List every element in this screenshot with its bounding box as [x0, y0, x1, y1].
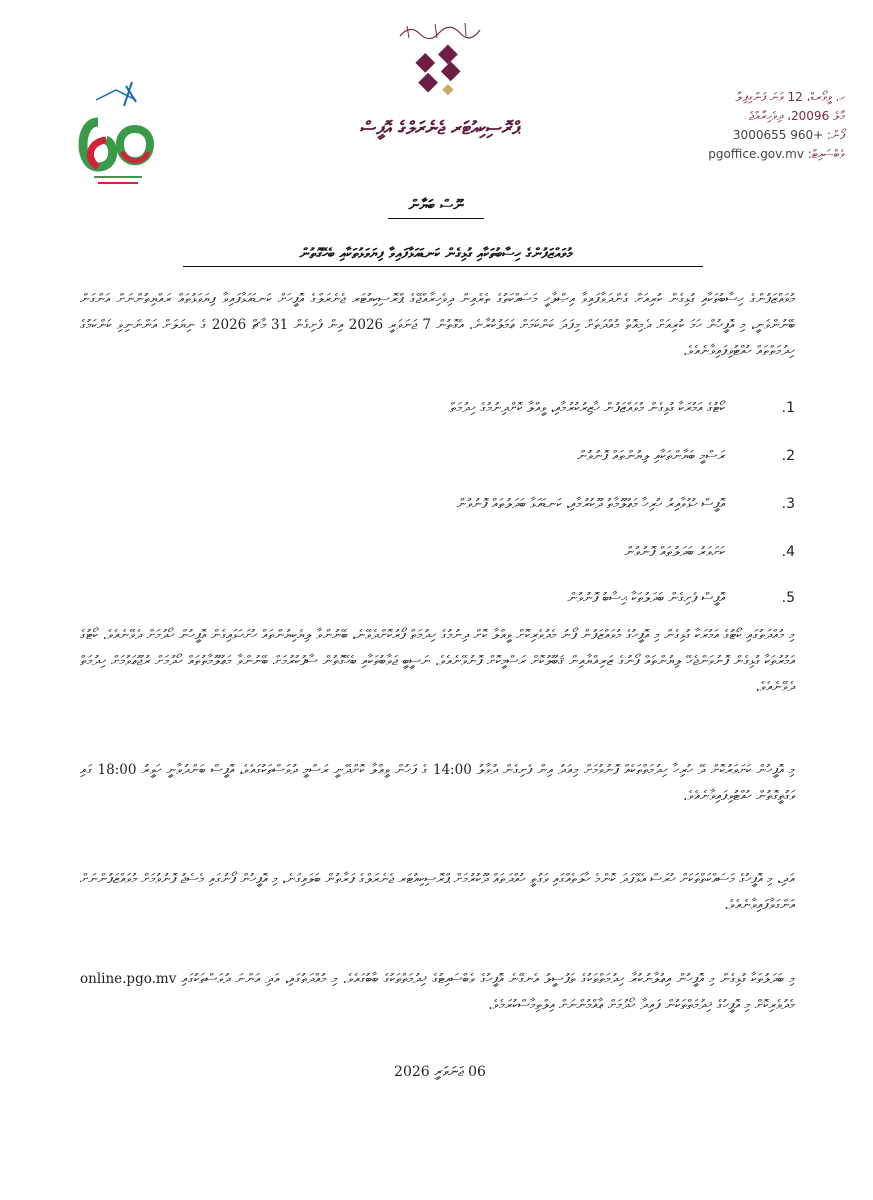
document-type-heading: ނޫސް ބަޔާން — [408, 196, 464, 214]
independence-60-years-logo — [76, 72, 158, 190]
address-block — [610, 88, 845, 164]
office-name: ޕްރޮސިކިއުޓަރ ޖެނެރަލްގެ އޮފީސް — [360, 118, 520, 139]
list-item-number: 1. — [781, 400, 795, 416]
intro-paragraph: މުވައްޒަފުންގެ ހިސާބުތަކާއި ގުޅިގެން ކުރިއަށް ގެންދަވާފައިވާ އިޞްލާހީ މަސައްކަތުގެ ތެރެއިން ދިވެހިރާއްޖޭގެ ޕްރޮސިކިއުޓަރ ޖެނެރަލްގެ އޮފީހަށް ކަނޑައަޅާފައިވާ ފިޔަވަޅުތައް ރައްޔިތުންނަށް އަންގަން ބޭނުންވަނީ، މި އޮފީހުން ހަމަ ކުރިއަށް ދެމިއޮތް މުއްދަތަށް މިފަދަ ކަންކަމަށް ޢަމަލުކުރާނެ. އެގޮތުން 7 ޖަނަވަރީ 2026 އިން ފެށިގެން 31 މާޗް 2026 ގެ ނިޔަލަށް އަންނަނިވި ކަންކަމުގެ ހިދުމަތްތައް ހުއްޓުވިފައިވާނެއެވެ. — [80, 291, 796, 359]
list-item-number: 4. — [781, 544, 795, 560]
list-item-text: ކަށަވަރު ބަދަލުތައް ފޮނުވުން — [624, 544, 725, 560]
postal-line: މާލެ 20096، ދިވެހިރާއްޖެ — [748, 109, 845, 123]
bismillah-calligraphy — [395, 18, 485, 44]
phone-number: +960 3000655 — [732, 128, 824, 142]
list-item — [624, 544, 795, 560]
body-paragraph-4: އަދި، މި އޮފީހުގެ މަސައްކަތްތަކަށް ހުރަސް އެޅޭފަދަ ކޮންމެ ހާލަތެއްގައި ވަގުތީ ހުއްދަތައް ދޫކުރުމަށް ޕްރޮސިކިއުޓަރ ޖެނެރަލްގެ ފަރާތުން ބަލައިގަނެ، މި އޮފީހުން ފޯނުގައި މެސެޖު ފޮނުވުމަށް މުވައްޒަފުންނަށް އަންގަވާފައިވާނެއެވެ. — [80, 871, 795, 913]
body-paragraph-5: މި ބަދަލުތަކާ ގުޅިގެން މި އޮފީހުން އިޢުލާނުކުރާ ހިދުމަތްތަކުގެ ތަފުސީލު އެނގޭނެ އޮފީހުގެ ވެބްސައިޓުގެ ޚިދުމަތްތަކުގެ ބާބުގައެވެ. މި މުއްދަތުގައި، އަދި އަންނަ ދުވަސްތަކުގައި online.pgo.mv މެދުވެރިކޮށް މި އޮފީހުގެ ޚިދުމަތްތަކުން ފައިދާ ހޯދުމަށް ޢާއްމުންނަށް އިލްތިމާސްކުރަމެވެ. — [80, 971, 795, 1013]
list-item-text: އޮފީސް ހުޅުވާއިރު ހުރިހާ މަޢުލޫމާތު ދޫކުރުމާއި، ކަނޑައަޅާ ބަދަލުތައް ފޮނުވުން — [456, 496, 725, 512]
list-item — [457, 496, 795, 512]
pgo-emblem-logo — [383, 42, 493, 112]
document-date: 06 ޖަނަވަރީ 2026 — [394, 1064, 486, 1080]
phone-label: ފޯން: — [827, 128, 845, 142]
list-item-text: ރަސްމީ ބަޔާންތަކާއި ލިޔުންތައް ފޮނުވުން — [577, 448, 725, 464]
list-item-number: 2. — [781, 448, 795, 464]
website-link[interactable]: pgoffice.gov.mv — [708, 147, 804, 161]
list-item-number: 3. — [781, 496, 795, 512]
list-item-text: ކޯޓުގެ އަމުރަކާ ގުޅިގެން މުވައްޒަފުން ހާޒިރުކުރުމާއި، ވީއްލާ ކޮށްދިނުމުގެ ހިދުމަތް — [449, 400, 725, 416]
list-item — [568, 590, 795, 606]
list-item — [577, 448, 795, 464]
website-row — [610, 145, 845, 164]
list-item-number: 5. — [781, 590, 795, 606]
list-item-text: އޮފީސް ފެށިގެން ބަދަލުތަކާ ޙިސާބު ފޮނުވުން — [567, 590, 725, 606]
phone-row — [610, 126, 845, 145]
subject-heading: މުވައްޒަފުންގެ ހިސާބުތަކާއި ގުޅިގެން ކަނޑައަޅާފައިވާ ފިޔަވަޅުތަކާއި ބެހޭގޮތުން — [299, 246, 573, 262]
website-label: ވެބްސައިޓް: — [807, 147, 845, 161]
heading-underline — [388, 218, 484, 219]
body-paragraph-3: މި އޮފީހުން ކަށަވަރުކޮށް ދޭ ހުރިހާ ހިދުމަތްތަކެއް ފޮނުވުމަށް މިއަދު އިން ފެށިގެން ދުވާލު 14:00 ގެ ފަހުން ވީއްލާ ކޮށްދޭނީ ރަސްމީ ދުވަސްތަކުގައެވެ، އޮފީސް ބަންދުވާނީ ހަވީރު 18:00 ގައި ވަގުތީގޮތުން ހުއްޓުވިފައިވާނެއެވެ. — [80, 762, 795, 804]
body-paragraph-2: މި މުއްދަތުގައި ކޯޓުގެ އަމުރަކާ ގުޅިގެން މި އޮފީހުގެ މުވައްޒަފުން ފޯނު މެދުވެރިކޮށް ވީއްލާ ކޮށް ދިނުމުގެ ހިދުމަތް ފޯރުކޮށްދެވޭނެ، ބޭނުންވާ ލިޔެކިޔުންތައް ހުށަހަޅައިގެން އޮފީހުން ހޯދުމަށް ދެވޭނެއެވެ. ކޯޓުގެ އަމުރުތަކާ ގުޅިގެން ފޮނުވަންޖެހޭ ލިޔުންތައް ފޯނުގެ ޒަރިއްޔާއިން ޤަބޫލުކޮށް ރަސްމީކޮށް ފޮނުވޭނެއެވެ. ނަސީބީ ޖަވާބުތަކާއި ބެހޭގޮތުން ސާފުކުރުމަށް ބޭނުންވާ މަޢުލޫމާތުތައް ހޯދުމަށް ރުޖޫޢަވުމަށް ހިދުމަތް ދެވޭނެއެވެ. — [80, 627, 795, 695]
address-line: ހ. ވީވޯރޑް، 12 ވަނަ ފަންގިފިލާ — [735, 90, 845, 104]
subject-underline — [183, 266, 703, 267]
list-item — [450, 400, 795, 416]
